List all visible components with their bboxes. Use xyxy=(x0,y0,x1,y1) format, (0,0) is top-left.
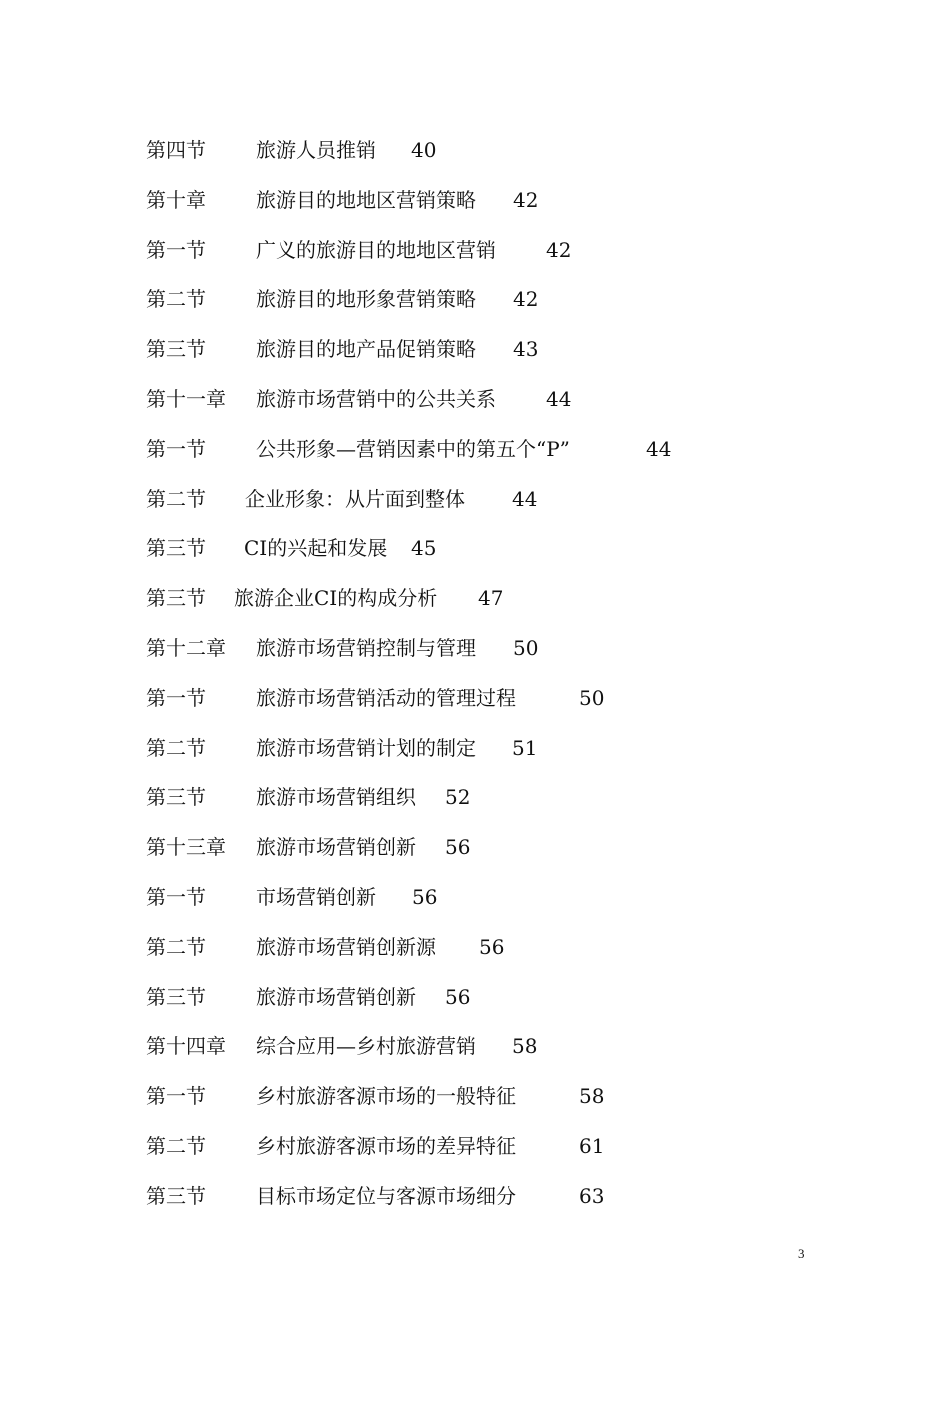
toc-entry-label: 第二节 xyxy=(146,287,206,312)
toc-entry-title: 公共形象—营销因素中的第五个“P” xyxy=(256,436,570,461)
toc-entry-title: 旅游目的地地区营销策略 xyxy=(256,187,476,212)
toc-entry-label: 第二节 xyxy=(146,934,206,959)
toc-entry xyxy=(146,375,846,425)
toc-entry-label: 第十一章 xyxy=(146,386,226,411)
toc-entry-label: 第一节 xyxy=(146,436,206,461)
toc-entry xyxy=(146,425,846,475)
toc-entry-page: 42 xyxy=(546,237,572,262)
toc-entry-label: 第十二章 xyxy=(146,635,226,660)
toc-entry-title: 旅游市场营销创新源 xyxy=(256,934,436,959)
toc-entry-title: 旅游市场营销控制与管理 xyxy=(256,635,476,660)
toc-entry-label: 第四节 xyxy=(146,138,206,162)
toc-entry-title: 旅游市场营销中的公共关系 xyxy=(256,386,496,411)
toc-entry-title: 旅游市场营销创新 xyxy=(256,984,416,1009)
toc-entry-label: 第三节 xyxy=(146,586,206,611)
toc-entry-page: 47 xyxy=(478,586,504,611)
toc-entry-page: 52 xyxy=(445,785,471,810)
toc-entry-page: 44 xyxy=(646,436,672,461)
toc-entry-page: 58 xyxy=(512,1034,538,1059)
toc-entry-label: 第一节 xyxy=(146,884,206,909)
toc-entry xyxy=(146,176,846,226)
toc-entry xyxy=(146,574,846,624)
toc-entry xyxy=(146,923,846,973)
toc-entry-label: 第一节 xyxy=(146,685,206,710)
toc-entry xyxy=(146,624,846,674)
toc-entry xyxy=(146,325,846,375)
toc-entry xyxy=(146,524,846,574)
table-of-contents xyxy=(146,126,846,1222)
toc-entry-title: 旅游市场营销活动的管理过程 xyxy=(256,685,516,710)
toc-entry-page: 40 xyxy=(411,138,437,162)
toc-entry xyxy=(146,1172,846,1222)
toc-entry xyxy=(146,126,846,176)
toc-entry xyxy=(146,1072,846,1122)
toc-entry-title: 综合应用—乡村旅游营销 xyxy=(256,1034,476,1059)
toc-entry-page: 44 xyxy=(546,386,572,411)
toc-entry-title: 市场营销创新 xyxy=(256,884,376,909)
toc-entry-title: 目标市场定位与客源市场细分 xyxy=(256,1183,516,1208)
toc-entry-title: 旅游目的地产品促销策略 xyxy=(256,337,476,362)
toc-entry-label: 第十四章 xyxy=(146,1034,226,1059)
toc-entry-title: 旅游企业CI的构成分析 xyxy=(234,586,438,611)
toc-entry xyxy=(146,674,846,724)
toc-entry xyxy=(146,973,846,1023)
toc-entry-title: 广义的旅游目的地地区营销 xyxy=(256,237,496,262)
toc-entry-page: 56 xyxy=(479,934,505,959)
toc-entry-page: 63 xyxy=(579,1183,605,1208)
toc-entry-page: 56 xyxy=(445,984,471,1009)
toc-entry-page: 43 xyxy=(513,337,539,362)
toc-entry-page: 42 xyxy=(513,287,539,312)
toc-entry xyxy=(146,1022,846,1072)
toc-entry-label: 第十三章 xyxy=(146,835,226,860)
toc-entry xyxy=(146,773,846,823)
toc-entry-page: 50 xyxy=(513,635,539,660)
toc-entry-title: 旅游市场营销组织 xyxy=(256,785,416,810)
toc-entry-title: 乡村旅游客源市场的一般特征 xyxy=(256,1084,516,1109)
toc-entry-page: 50 xyxy=(579,685,605,710)
toc-entry xyxy=(146,226,846,276)
toc-entry-title: 旅游市场营销创新 xyxy=(256,835,416,860)
toc-entry-page: 42 xyxy=(513,187,539,212)
toc-entry xyxy=(146,475,846,525)
toc-entry-label: 第二节 xyxy=(146,1133,206,1158)
toc-entry-page: 61 xyxy=(579,1133,605,1158)
page-number: 3 xyxy=(798,1246,805,1261)
toc-entry xyxy=(146,1122,846,1172)
toc-entry-title: CI的兴起和发展 xyxy=(244,536,388,561)
toc-entry-title: 旅游人员推销 xyxy=(256,138,376,162)
toc-entry-label: 第一节 xyxy=(146,237,206,262)
toc-entry-page: 45 xyxy=(411,536,437,561)
toc-entry xyxy=(146,275,846,325)
toc-entry xyxy=(146,823,846,873)
toc-entry-title: 乡村旅游客源市场的差异特征 xyxy=(256,1133,516,1158)
toc-entry-label: 第二节 xyxy=(146,486,206,511)
toc-entry-page: 44 xyxy=(512,486,538,511)
toc-entry-page: 51 xyxy=(512,735,538,760)
toc-entry-title: 旅游目的地形象营销策略 xyxy=(256,287,476,312)
toc-entry-label: 第三节 xyxy=(146,1183,206,1208)
toc-entry-label: 第十章 xyxy=(146,187,206,212)
toc-entry xyxy=(146,873,846,923)
toc-entry-label: 第三节 xyxy=(146,984,206,1009)
toc-entry-label: 第三节 xyxy=(146,785,206,810)
toc-entry-label: 第二节 xyxy=(146,735,206,760)
toc-entry-label: 第一节 xyxy=(146,1084,206,1109)
toc-entry xyxy=(146,724,846,774)
toc-entry-page: 58 xyxy=(579,1084,605,1109)
toc-entry-page: 56 xyxy=(445,835,471,860)
toc-entry-page: 56 xyxy=(412,884,438,909)
toc-entry-label: 第三节 xyxy=(146,337,206,362)
toc-entry-title: 企业形象：从片面到整体 xyxy=(245,486,465,511)
toc-entry-title: 旅游市场营销计划的制定 xyxy=(256,735,476,760)
toc-entry-label: 第三节 xyxy=(146,536,206,561)
